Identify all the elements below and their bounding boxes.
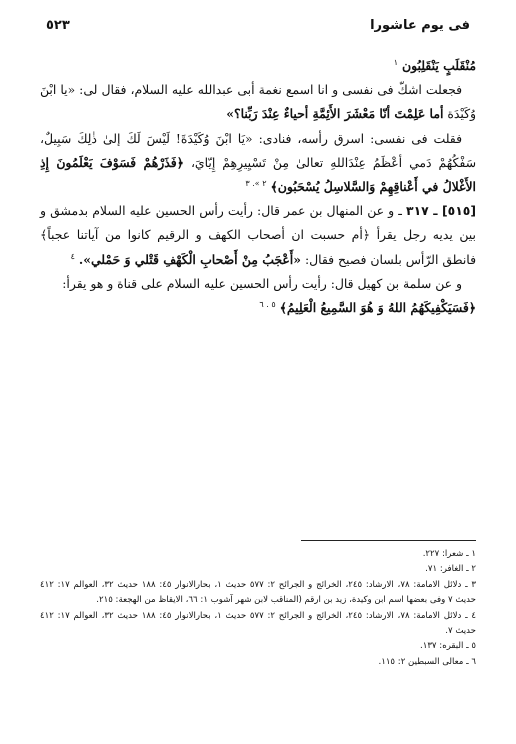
- footnote-6: ٦ ـ معالى السبطين ٢: ١١٥.: [378, 656, 476, 667]
- footnote-2: ٢ ـ الغافر: ٧١.: [425, 564, 476, 575]
- footnote-marker: ٢ ». ٣: [245, 178, 267, 188]
- hadith-quote: «أَعْجَبُ مِنْ أَصْحابِ الْكَهْفِ قَتْلي وَ حَمْلي».: [78, 251, 301, 267]
- paragraph-6: [40, 296, 476, 320]
- running-header: [46, 14, 470, 36]
- quran-quote: ﴿فَذَرْهُمْ فَسَوْفَ يَعْلَمُونَ إِذِ الأَغْلالُ في أَعْناقِهِمْ وَالسَّلاسِلُ يُسْحَبُون﴾: [40, 154, 476, 195]
- narration-text: فجعلت اشكّ فى نفسى و انا اسمع نغمة أبى عبدالله عليه السلام، فقال لى: «يا ابْنَ وُكَيْدَة: [40, 82, 476, 122]
- footnote-marker: ٥ . ٦: [259, 299, 276, 309]
- paragraph-3: [40, 127, 476, 200]
- main-text: [40, 54, 476, 320]
- paragraph-4: [40, 199, 476, 272]
- narration-text: و عن سلمة بن كهيل قال: رأيت رأس الحسين عليه السلام على قناة و هو يقرأ:: [62, 275, 462, 291]
- footnote-marker: ٤: [70, 251, 75, 261]
- quran-quote: ﴿فَسَيَكْفِيكَهُمُ اللهُ وَ هُوَ السَّمِيعُ الْعَلِيمُ﴾: [279, 300, 476, 316]
- paragraph-5: [40, 272, 476, 296]
- footnote-divider: [301, 540, 476, 541]
- footnotes: [40, 547, 476, 670]
- paragraph-1: [40, 54, 476, 78]
- quran-fragment: مُنْقَلَبٍ يَنْقَلِبُون: [401, 58, 476, 73]
- page-number: ٥٢٣: [46, 17, 70, 33]
- footnote-1: ١ ـ شعرا: ٢٢٧.: [422, 549, 476, 559]
- narration-text: ـ و عن المنهال بن عمر قال: رأيت رأس الحسين عليه السلام بدمشق و بين يديه رجل يقرأ ﴿أم حسبت ان أصحاب الكهف و الرقيم كانوا من آياتنا عجباً﴾ فانطق الرّأس بلسان فصيح فقال:: [40, 203, 476, 267]
- footnote-3: ٣ ـ دلائل الامامة: ٧٨، الارشاد: ٢٤٥، الخرائج و الجرائح ٢: ٥٧٧ حديث ١، بحارالانوار ٤٥: ١٨٨ حديث ٣٢، العوالم ١٧: ٤١٢ حديث ٧ وفى بعضها اسم ابن وكيدة، زيد بن ارقم (المناقب لابن شهر آشوب ١: ٦٦، الايقاظ من الهجعة: ٢١٥.: [40, 579, 476, 606]
- hadith-quote: أما عَلِمْتَ أنّا مَعْشَرَ الأَئِمَّةِ أحياءٌ عِنْدَ رَبِّنا؟»: [226, 106, 444, 122]
- narration-text: فقلت فى نفسى: اسرق رأسه، فنادى: «يَا ابْنَ وُكَيْدَةَ! لَيْسَ لَكَ إلىٰ ذٰلِكَ سَبِيلٌ، سَفْكُهُمْ دَمي أعْظَمُ عِنْدَاللهِ تعالىٰ مِنْ تَسْيِيرِهِمْ إِيّايَ،: [40, 130, 476, 170]
- footnote-4: ٤ ـ دلائل الامامة: ٧٨، الارشاد: ٢٤٥، الخرائج و الجرائح ٢: ٥٧٧ حديث ١، بحارالانوار ٤٥: ١٨٨ حديث ٣٢، العوالم ١٧: ٤١٢ حديث ٧.: [40, 610, 476, 637]
- hadith-number: [٥١٥] ـ ٣١٧: [406, 203, 476, 219]
- chapter-title: فى يوم عاشورا: [370, 17, 470, 33]
- footnote-5: ٥ ـ البقره: ١٣٧.: [419, 641, 476, 652]
- footnote-marker: ١: [393, 57, 399, 67]
- paragraph-2: [40, 78, 476, 126]
